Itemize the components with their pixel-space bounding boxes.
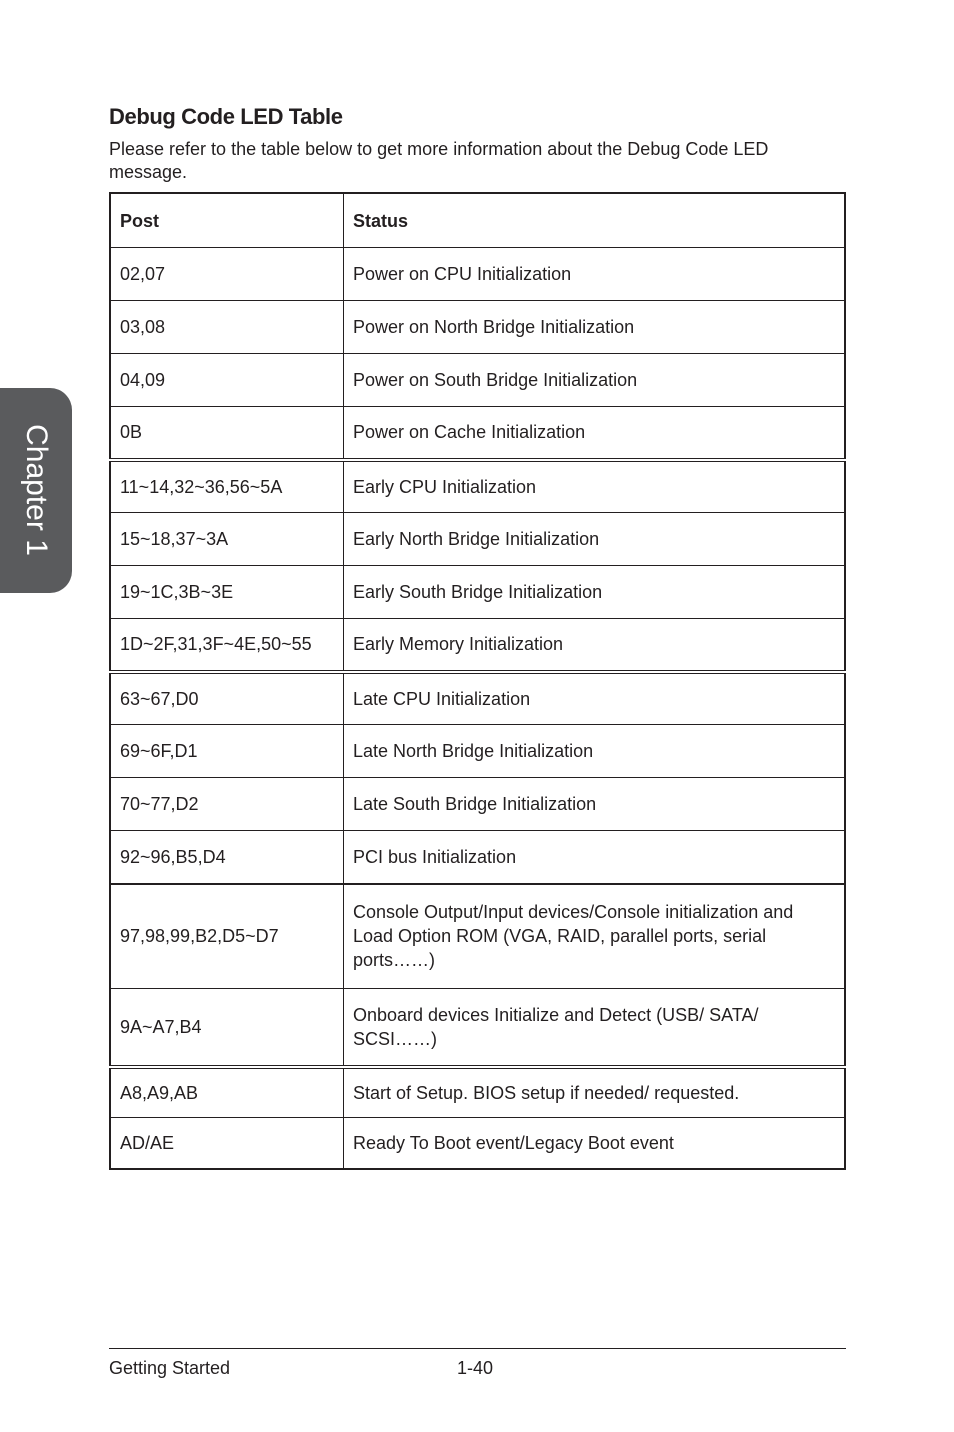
status-cell: Power on Cache Initialization: [344, 407, 846, 460]
status-cell: Power on South Bridge Initialization: [344, 354, 846, 407]
table-row: [110, 619, 845, 672]
post-code-cell: 97,98,99,B2,D5~D7: [110, 884, 344, 989]
status-cell: Early South Bridge Initialization: [344, 566, 846, 619]
post-code-cell: A8,A9,AB: [110, 1067, 344, 1118]
post-code-cell: 02,07: [110, 248, 344, 301]
post-code-cell: 15~18,37~3A: [110, 513, 344, 566]
post-code-cell: 0B: [110, 407, 344, 460]
table-row: [110, 301, 845, 354]
status-cell: Early North Bridge Initialization: [344, 513, 846, 566]
table-row: [110, 989, 845, 1067]
table-row: [110, 778, 845, 831]
table-row: [110, 831, 845, 884]
header-post: Post: [110, 193, 344, 248]
status-cell: Power on CPU Initialization: [344, 248, 846, 301]
post-code-cell: 03,08: [110, 301, 344, 354]
post-code-cell: 69~6F,D1: [110, 725, 344, 778]
status-cell: Ready To Boot event/Legacy Boot event: [344, 1118, 846, 1169]
table-row: [110, 672, 845, 725]
chapter-tab-label: Chapter 1: [20, 424, 53, 556]
post-code-cell: 70~77,D2: [110, 778, 344, 831]
table-row: [110, 725, 845, 778]
page-title: Debug Code LED Table: [109, 104, 343, 129]
chapter-tab: [0, 388, 72, 593]
post-code-cell: 1D~2F,31,3F~4E,50~55: [110, 619, 344, 672]
status-cell: Early Memory Initialization: [344, 619, 846, 672]
intro-text: Please refer to the table below to get more information about the Debug Code LED message.: [109, 139, 769, 182]
table-row: [110, 884, 845, 989]
table-row: [110, 354, 845, 407]
post-code-cell: 9A~A7,B4: [110, 989, 344, 1067]
status-cell: Early CPU Initialization: [344, 460, 846, 513]
table-row: [110, 1118, 845, 1169]
table-row: [110, 460, 845, 513]
post-code-cell: AD/AE: [110, 1118, 344, 1169]
post-code-cell: 04,09: [110, 354, 344, 407]
table-row: [110, 407, 845, 460]
footer-divider: [109, 1348, 846, 1349]
status-cell: Power on North Bridge Initialization: [344, 301, 846, 354]
table-row: [110, 1067, 845, 1118]
table-row: [110, 513, 845, 566]
status-cell: Onboard devices Initialize and Detect (USB/ SATA/ SCSI……): [344, 989, 846, 1067]
table-row: [110, 248, 845, 301]
status-cell: Late North Bridge Initialization: [344, 725, 846, 778]
post-code-cell: 19~1C,3B~3E: [110, 566, 344, 619]
status-cell: Start of Setup. BIOS setup if needed/ requested.: [344, 1067, 846, 1118]
debug-code-table: [109, 192, 846, 1170]
footer-section-name: Getting Started: [109, 1358, 231, 1378]
table-row: [110, 566, 845, 619]
status-cell: Console Output/Input devices/Console initialization and Load Option ROM (VGA, RAID, parallel ports, serial ports……): [344, 884, 846, 989]
header-status: Status: [344, 193, 846, 248]
footer-page-number: 1-40: [457, 1358, 494, 1378]
post-code-cell: 11~14,32~36,56~5A: [110, 460, 344, 513]
post-code-cell: 63~67,D0: [110, 672, 344, 725]
table-header-row: [110, 193, 845, 248]
status-cell: Late South Bridge Initialization: [344, 778, 846, 831]
status-cell: PCI bus Initialization: [344, 831, 846, 884]
status-cell: Late CPU Initialization: [344, 672, 846, 725]
post-code-cell: 92~96,B5,D4: [110, 831, 344, 884]
